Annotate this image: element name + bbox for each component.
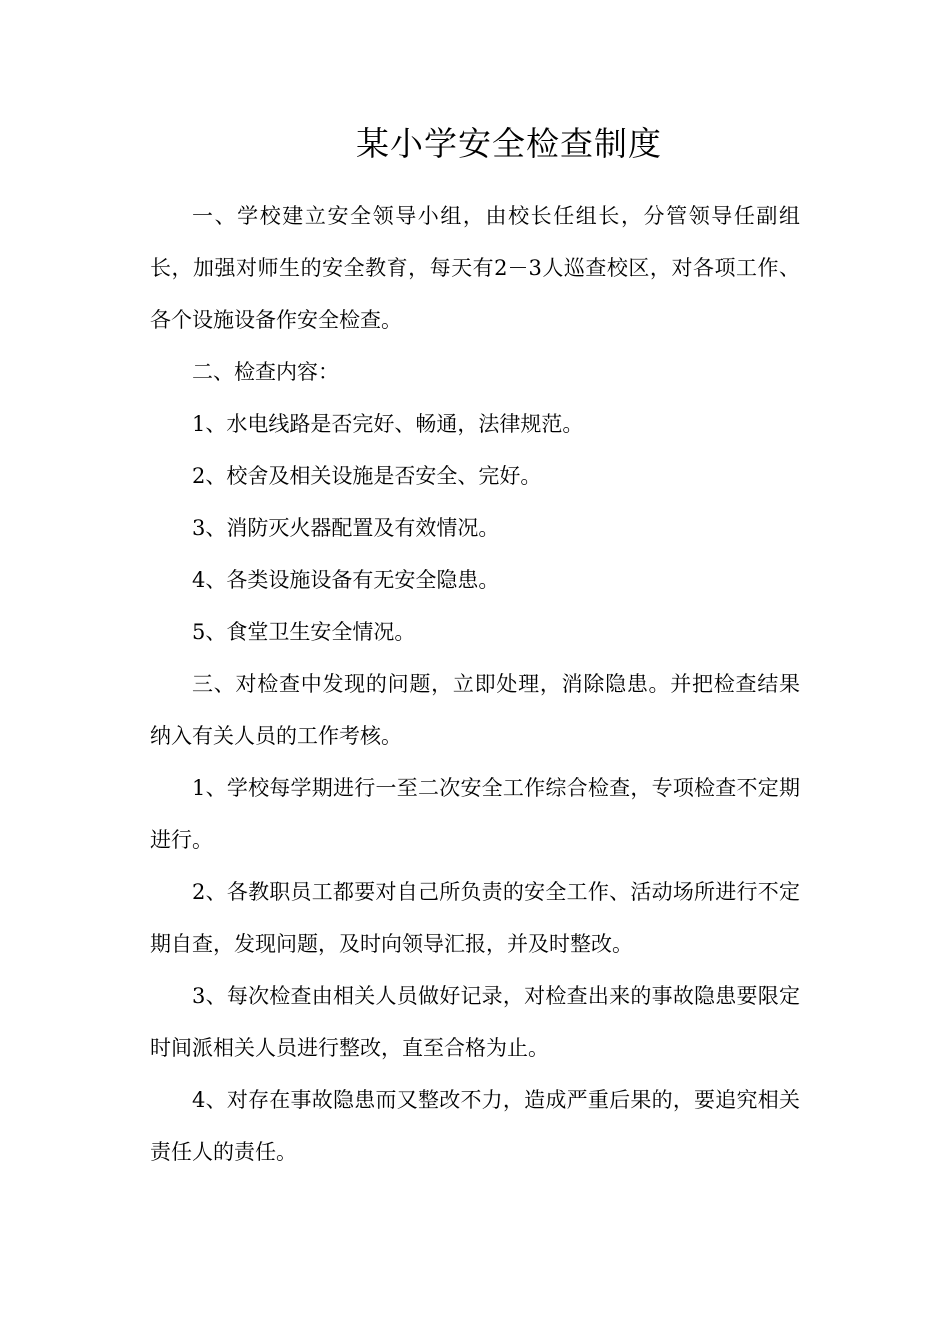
document-title: 某小学安全检查制度 xyxy=(356,124,662,163)
paragraph-12: 4、对存在事故隐患而又整改不力，造成严重后果的，要追究相关责任人的责任。 xyxy=(150,1088,800,1164)
paragraph-8: 三、对检查中发现的问题，立即处理，消除隐患。并把检查结果纳入有关人员的工作考核。 xyxy=(150,672,800,748)
paragraph-9: 1、学校每学期进行一至二次安全工作综合检查，专项检查不定期进行。 xyxy=(150,776,800,852)
document-body xyxy=(150,190,800,1178)
paragraph-11: 3、每次检查由相关人员做好记录，对检查出来的事故隐患要限定时间派相关人员进行整改，直至合格为止。 xyxy=(150,984,800,1060)
paragraph-1: 一、学校建立安全领导小组，由校长任组长，分管领导任副组长，加强对师生的安全教育，每天有2－3人巡查校区，对各项工作、各个设施设备作安全检查。 xyxy=(150,204,800,332)
paragraph-4: 2、校舍及相关设施是否安全、完好。 xyxy=(192,464,542,488)
paragraph-3: 1、水电线路是否完好、畅通，法律规范。 xyxy=(192,412,584,436)
paragraph-10: 2、各教职员工都要对自己所负责的安全工作、活动场所进行不定期自查，发现问题，及时向领导汇报，并及时整改。 xyxy=(150,880,800,956)
paragraph-2: 二、检查内容： xyxy=(192,360,339,384)
paragraph-5: 3、消防灭火器配置及有效情况。 xyxy=(192,516,500,540)
paragraph-6: 4、各类设施设备有无安全隐患。 xyxy=(192,568,500,592)
paragraph-7: 5、食堂卫生安全情况。 xyxy=(192,620,416,644)
